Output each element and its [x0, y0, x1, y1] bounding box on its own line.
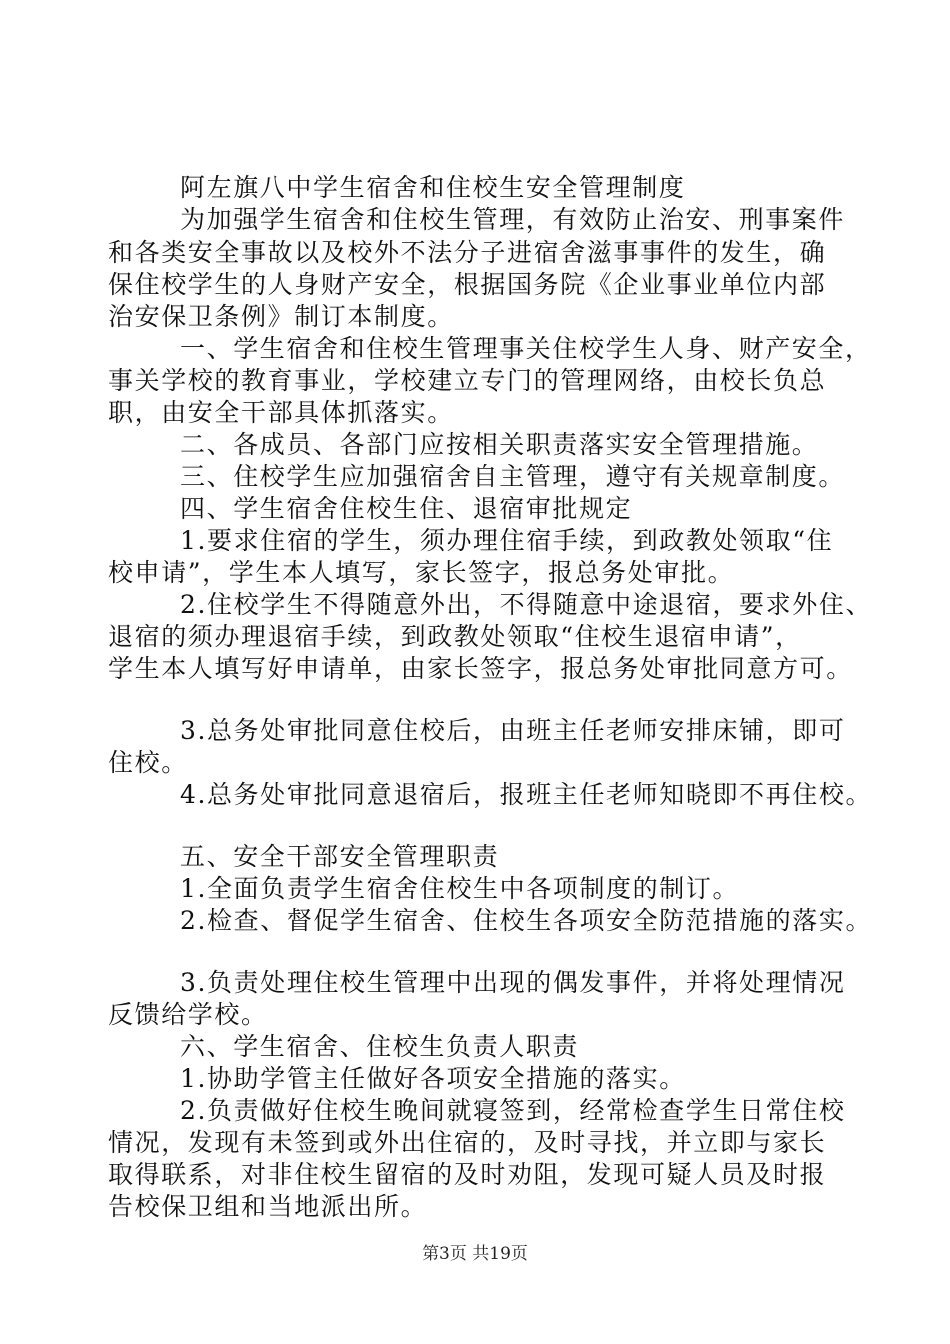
paragraph-line: 保住校学生的人身财产安全，根据国务院《企业事业单位内部 [108, 270, 827, 299]
paragraph-line: 为加强学生宿舍和住校生管理，有效防止治安、刑事案件 [180, 205, 846, 234]
paragraph-line: 取得联系，对非住校生留宿的及时劝阻，发现可疑人员及时报 [108, 1160, 827, 1189]
paragraph-line: 一、学生宿舍和住校生管理事关住校学生人身、财产安全， [180, 334, 872, 363]
page-number-footer: 第3页 共19页 [422, 1244, 528, 1264]
paragraph-line: 反馈给学校。 [108, 1000, 268, 1029]
paragraph-line: 三、住校学生应加强宿舍自主管理，遵守有关规章制度。 [180, 462, 846, 491]
paragraph-line: 告校保卫组和当地派出所。 [108, 1192, 428, 1221]
paragraph-line: 1.全面负责学生宿舍住校生中各项制度的制订。 [180, 874, 740, 903]
paragraph-line: 3.负责处理住校生管理中出现的偶发事件，并将处理情况 [180, 968, 846, 997]
paragraph-line: 职，由安全干部具体抓落实。 [108, 398, 454, 427]
paragraph-line: 事关学校的教育事业，学校建立专门的管理网络，由校长负总 [108, 366, 827, 395]
section-heading: 五、安全干部安全管理职责 [180, 842, 500, 871]
paragraph-line: 1.要求住宿的学生，须办理住宿手续，到政教处领取“住 [180, 526, 834, 555]
section-heading: 六、学生宿舍、住校生负责人职责 [180, 1032, 580, 1061]
paragraph-line: 住校。 [108, 748, 188, 777]
paragraph-line: 2.检查、督促学生宿舍、住校生各项安全防范措施的落实。 [180, 906, 873, 935]
paragraph-line: 退宿的须办理退宿手续，到政教处领取“住校生退宿申请”， [108, 622, 802, 651]
paragraph-line: 2.负责做好住校生晚间就寝签到，经常检查学生日常住校 [180, 1096, 846, 1125]
paragraph-line: 学生本人填写好申请单，由家长签字，报总务处审批同意方可。 [108, 654, 853, 683]
paragraph-line: 治安保卫条例》制订本制度。 [108, 302, 454, 331]
paragraph-line: 和各类安全事故以及校外不法分子进宿舍滋事事件的发生，确 [108, 238, 827, 267]
section-heading: 四、学生宿舍住校生住、退宿审批规定 [180, 494, 633, 523]
paragraph-line: 二、各成员、各部门应按相关职责落实安全管理措施。 [180, 430, 819, 459]
paragraph-line: 4.总务处审批同意退宿后，报班主任老师知晓即不再住校。 [180, 780, 873, 809]
paragraph-line: 2.住校学生不得随意外出，不得随意中途退宿，要求外住、 [180, 590, 873, 619]
document-title: 阿左旗八中学生宿舍和住校生安全管理制度 [180, 173, 686, 202]
paragraph-line: 校申请”，学生本人填写，家长签字，报总务处审批。 [108, 558, 735, 587]
paragraph-line: 情况，发现有未签到或外出住宿的，及时寻找，并立即与家长 [108, 1128, 827, 1157]
paragraph-line: 3.总务处审批同意住校后，由班主任老师安排床铺，即可 [180, 716, 846, 745]
paragraph-line: 1.协助学管主任做好各项安全措施的落实。 [180, 1064, 686, 1093]
